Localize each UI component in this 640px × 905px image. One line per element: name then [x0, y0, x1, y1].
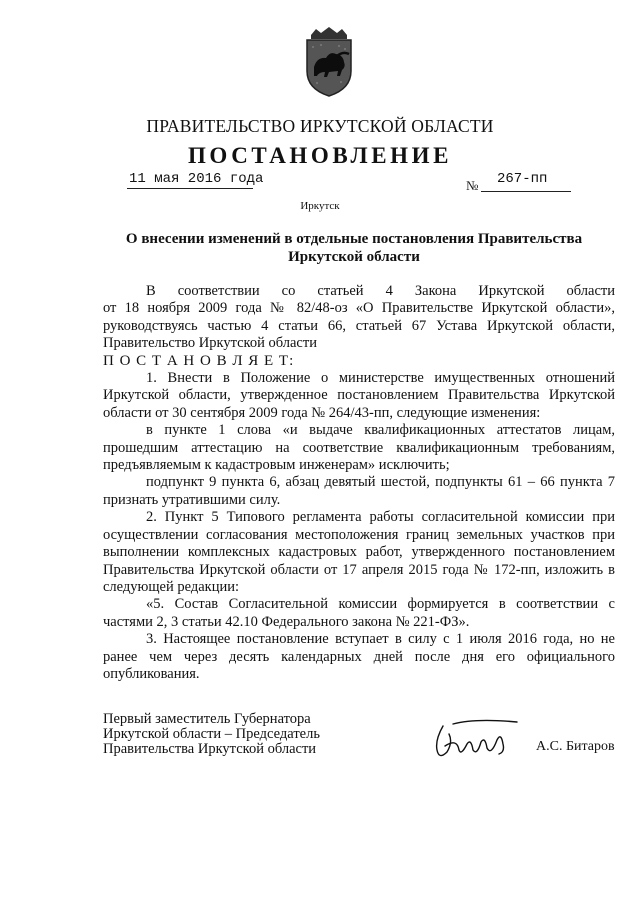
decree-word: П О С Т А Н О В Л Я Е Т:: [103, 352, 295, 369]
handwritten-signature-icon: [423, 716, 523, 766]
preamble-first-line: В соответствии со статьей 4 Закона Иркутской области: [146, 283, 615, 299]
position-line-3: Правительства Иркутской области: [103, 741, 317, 757]
item-2-quote: «5. Состав Согласительной комиссии формируется в соответствии с частями 2, 3 статьи 42.10 Федерального закона № 221-ФЗ».: [103, 596, 615, 630]
item-1-subpoint-a: в пункте 1 слова «и выдаче квалификационных аттестатов лицам, прошедшим аттестацию на соответствие квалификационным требованиям, предъявляемым к кадастровым инженерам» исключить;: [103, 422, 615, 474]
government-name: ПРАВИТЕЛЬСТВО ИРКУТСКОЙ ОБЛАСТИ: [146, 116, 494, 136]
document-date: 11 мая 2016 года: [129, 171, 264, 187]
number-sign: №: [466, 178, 479, 193]
signatory-name: А.С. Битаров: [536, 739, 615, 754]
document-subject: О внесении изменений в отдельные постановления Правительства Иркутской области: [125, 231, 583, 265]
item-1-subpoint-b: подпункт 9 пункта 6, абзац девятый шестой, подпункты 61 – 66 пункта 7 признать утратившими силу.: [103, 474, 615, 508]
item-2: 2. Пункт 5 Типового регламента работы согласительной комиссии при осуществлении согласования местоположения границ земельных участков при выполнении комплексных кадастровых работ, утвержденного постановлением Правительства Иркутской области от 17 апреля 2015 года № 172-пп, изложить в следующей редакции:: [103, 509, 615, 595]
city: Иркутск: [300, 200, 340, 212]
document-body: [103, 283, 615, 683]
document-type: ПОСТАНОВЛЕНИЕ: [187, 143, 453, 168]
signatory-position: [103, 712, 320, 757]
preamble-text: от 18 ноября 2009 года № 82/48-оз «О Правительстве Иркутской области», руководствуясь частью 4 статьи 66, статьей 67 Устава Иркутской области, Правительство Иркутской области: [103, 300, 615, 352]
position-line-2: Иркутской области – Председатель: [103, 726, 320, 742]
item-3: 3. Настоящее постановление вступает в силу с 1 июля 2016 года, но не ранее чем через десять календарных дней после дня его официального опубликования.: [103, 631, 615, 682]
number-underline: [481, 191, 571, 192]
document-number: 267-пп: [497, 171, 548, 187]
date-underline: [127, 188, 253, 189]
position-line-1: Первый заместитель Губернатора: [103, 711, 311, 727]
item-1: 1. Внести в Положение о министерстве имущественных отношений Иркутской области, утвержденное постановлением Правительства Иркутской области от 30 сентября 2009 года № 264/43-пп, следующие изменения:: [103, 370, 615, 421]
coat-of-arms-icon: [299, 27, 359, 97]
